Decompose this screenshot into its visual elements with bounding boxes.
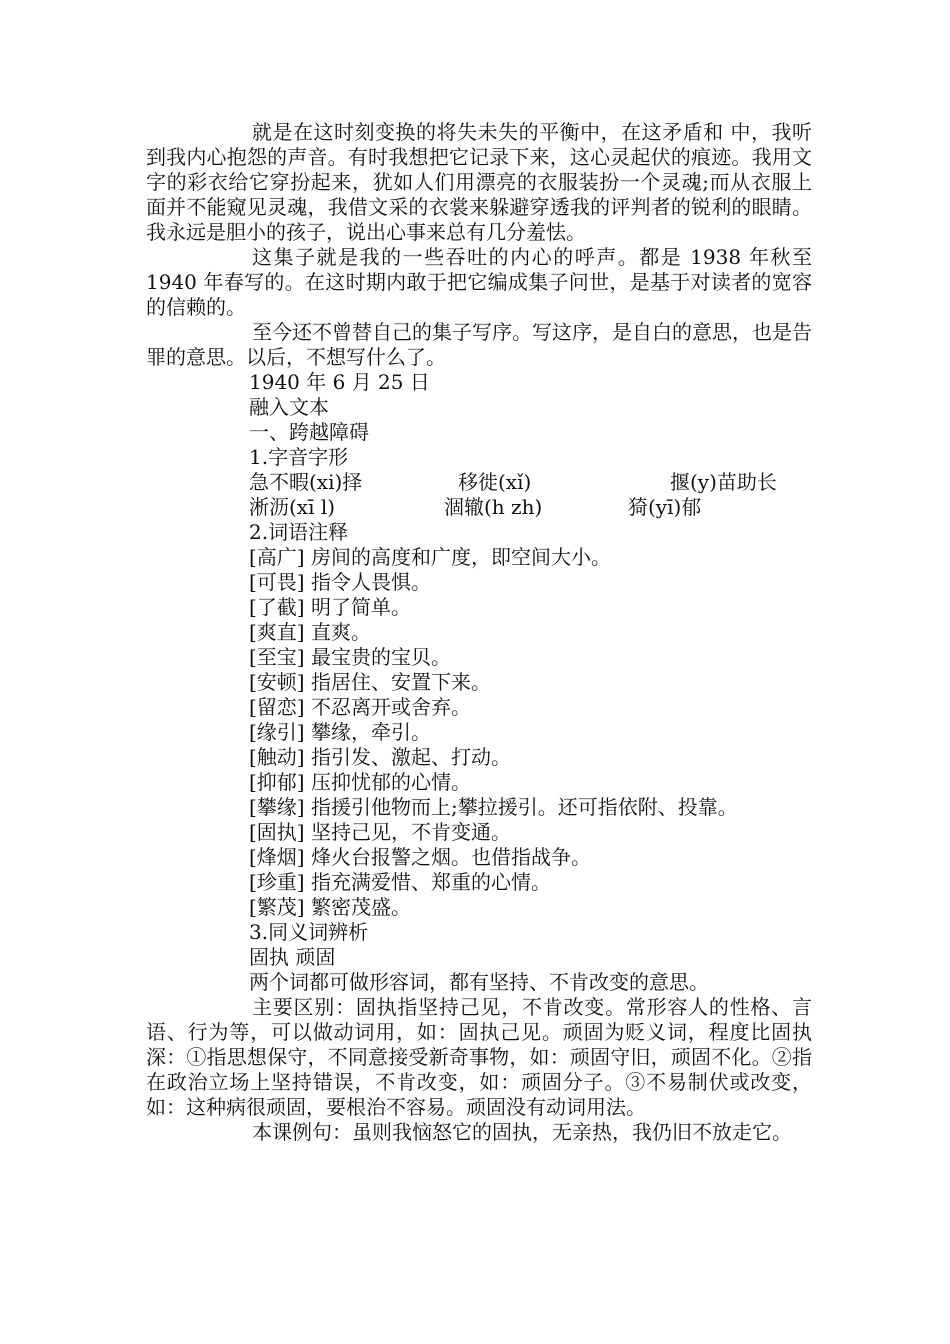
glossary-entry: [攀缘] 指援引他物而上;攀拉援引。还可指依附、投靠。 bbox=[249, 795, 738, 819]
pronunciation-entry: 猗(yī)郁 bbox=[628, 495, 702, 519]
pronunciation-entry: 移徙(xǐ) bbox=[458, 470, 532, 494]
example-sentence: 本课例句：虽则我恼怒它的固执，无亲热，我仍旧不放走它。 bbox=[252, 1120, 792, 1144]
body-paragraph: 就是在这时刻变换的将失未失的平衡中，在这矛盾和 中，我听到我内心抱怨的声音。有时我想把它记录下来，这心灵起伏的痕迹。我用文字的彩衣给它穿扮起来，犹如人们用漂亮的衣服装扮一个灵魂;而从衣服上面并不能窥见灵魂，我借文采的衣裳来躲避穿透我的评判者的锐利的眼睛。我永远是胆小的孩子，说出心事来总有几分羞怯。 bbox=[146, 120, 812, 244]
pronunciation-row bbox=[146, 470, 812, 495]
document-body bbox=[146, 120, 812, 1145]
glossary-entry: [留恋] 不忍离开或舍弃。 bbox=[249, 695, 471, 719]
synonym-pair: 固执 顽固 bbox=[249, 945, 336, 969]
section-title: 融入文本 bbox=[249, 395, 329, 419]
pronunciation-entry: 急不暇(xi)择 bbox=[249, 470, 363, 494]
glossary-entry: [了截] 明了简单。 bbox=[249, 595, 411, 619]
pronunciation-entry: 揠(y)苗助长 bbox=[670, 470, 777, 494]
subsection-title: 一、跨越障碍 bbox=[249, 420, 369, 444]
glossary-entry: [安顿] 指居住、安置下来。 bbox=[249, 670, 491, 694]
body-paragraph: 至今还不曾替自己的集子写序。写这序，是自白的意思，也是告罪的意思。以后，不想写什么了。 bbox=[146, 320, 812, 369]
glossary-entry: [繁茂] 繁密茂盛。 bbox=[249, 895, 411, 919]
pronunciation-entry: 淅沥(xī l) bbox=[249, 495, 336, 519]
body-paragraph: 这集子就是我的一些吞吐的内心的呼声。都是 1938 年秋至 1940 年春写的。在这时期内敢于把它编成集子问世，是基于对读者的宽容的信赖的。 bbox=[146, 245, 812, 319]
glossary-entry: [抑郁] 压抑忧郁的心情。 bbox=[249, 770, 471, 794]
synonym-common-meaning: 两个词都可做形容词，都有坚持、不肯改变的意思。 bbox=[249, 970, 709, 994]
glossary-entry: [触动] 指引发、激起、打动。 bbox=[249, 745, 511, 769]
pronunciation-row bbox=[146, 495, 812, 520]
item-heading: 2.词语注释 bbox=[249, 520, 349, 544]
date-line: 1940 年 6 月 25 日 bbox=[249, 370, 430, 394]
glossary-entry: [可畏] 指令人畏惧。 bbox=[249, 570, 431, 594]
item-heading: 1.字音字形 bbox=[249, 445, 349, 469]
glossary-entry: [爽直] 直爽。 bbox=[249, 620, 371, 644]
glossary-entry: [烽烟] 烽火台报警之烟。也借指战争。 bbox=[249, 845, 591, 869]
glossary-entry: [珍重] 指充满爱惜、郑重的心情。 bbox=[249, 870, 551, 894]
glossary-entry: [至宝] 最宝贵的宝贝。 bbox=[249, 645, 451, 669]
synonym-difference: 主要区别：固执指坚持己见，不肯改变。常形容人的性格、言语、行为等，可以做动词用，如：固执己见。顽固为贬义词，程度比固执深：①指思想保守，不同意接受新奇事物，如：顽固守旧，顽固不化。②指在政治立场上坚持错误，不肯改变，如：顽固分子。③不易制伏或改变，如：这种病很顽固，要根治不容易。顽固没有动词用法。 bbox=[146, 995, 812, 1119]
item-heading: 3.同义词辨析 bbox=[249, 920, 369, 944]
glossary-entry: [缘引] 攀缘，牵引。 bbox=[249, 720, 431, 744]
glossary-entry: [高广] 房间的高度和广度，即空间大小。 bbox=[249, 545, 611, 569]
pronunciation-entry: 涸辙(h zh) bbox=[444, 495, 543, 519]
glossary-entry: [固执] 坚持己见，不肯变通。 bbox=[249, 820, 511, 844]
